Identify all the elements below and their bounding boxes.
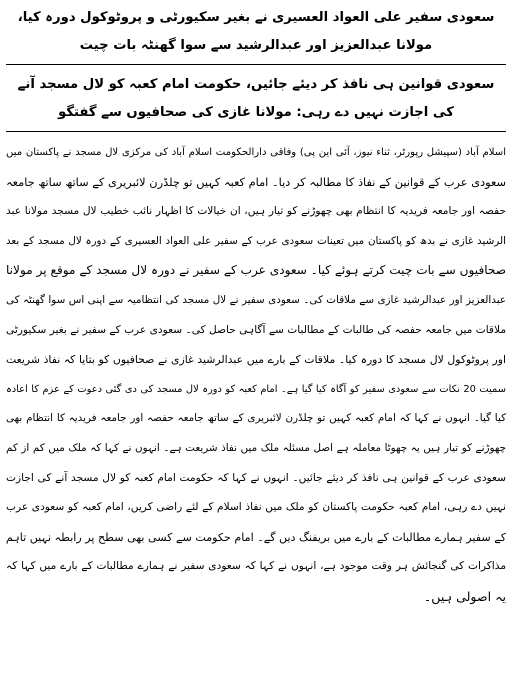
body-line: اور پروٹوکول لال مسجد کا دورہ کیا۔ ملاقات کے بارے میں عبدالرشید غازی نے صحافیوں کو بتایا کہ نفاذ شریعت [6,353,506,367]
body-line: صحافیوں سے بات چیت کرتے ہوئے کیا۔ سعودی عرب کے سفیر نے دورہ لال مسجد کے موقع پر مولانا [6,263,506,278]
headline: سعودی سفیر علی العواد العسیری نے بغیر سکیورٹی و پروٹوکول دورہ کیا، مولانا عبدالعزیز اور عبدالرشید سے سوا گھنٹہ بات چیت [17,10,495,53]
headline-divider [6,64,506,65]
body-line: چھوڑنے کو تیار ہیں یہ چھوٹا معاملہ ہے اصل مسئلہ ملک میں نفاذ شریعت ہے۔ انہوں نے کہا کہ ملک میں کم از کم [6,441,506,454]
body-line: سعودی عرب کے قوانین ہی نافذ کر دیئے جائیں۔ انہوں نے کہا کہ حکومت امام کعبہ کو لال مسجد آنے کی اجازت [6,471,506,484]
body-line: مذاکرات کی گنجائش ہر وقت موجود ہے، انہوں نے کہا کہ سعودی سفیر نے ہمارے مطالبات کے بارے میں کہا کہ [6,560,506,573]
news-clipping [6,4,506,612]
body-line: کے سفیر ہمارے مطالبات کے بارے میں بریفنگ دیں گے۔ امام حکومت سے کسی بھی سطح پر رابطہ نہیں تاہم [5,530,506,544]
body-line: حفصہ اور جامعہ فریدیہ کا انتظام بھی چھوڑنے کو تیار ہیں، ان خیالات کا اظہار نائب خطیب لال مسجد مولانا عبد [6,205,506,218]
body-line: عبدالعزیز اور عبدالرشید غازی سے ملاقات کی۔ سعودی سفیر نے لال مسجد کی انتظامیہ سے اپنی اس سوا گھنٹہ کی [6,293,506,306]
body-line: ملاقات میں جامعہ حفصہ کی طالبات کے مطالبات سے آگاہی حاصل کی۔ سعودی عرب کے سفیر نے بغیر سکیورٹی [6,323,506,336]
subheadline-divider [6,131,506,132]
body-line: اسلام آباد (سپیشل رپورٹر، ثناء نیوز، آئی این پی) وفاقی دارالحکومت اسلام آباد کی مرکزی لال مسجد نے پاکستان میں [6,147,506,158]
body-line: سعودی عرب کے قوانین کے نفاذ کا مطالبہ کر دیا۔ امام کعبہ کہیں تو چلڈرن لائبریری کے ساتھ ساتھ جامعہ [6,174,506,189]
body-line: الرشید غازی نے بدھ کو پاکستان میں تعینات سعودی عرب کے سفیر علی العواد العسیری کے دورہ لال مسجد کے بعد [6,234,506,247]
body-line: سمیت 20 نکات سے سعودی سفیر کو آگاہ کیا گیا ہے۔ امام کعبہ کو دورہ لال مسجد کی دی گئی دعوت کے عزم کا اعادہ [6,383,506,395]
subheadline: سعودی قوانین ہی نافذ کر دیئے جائیں، حکومت امام کعبہ کو لال مسجد آنے کی اجازت نہیں دے رہی: مولانا غازی کی صحافیوں سے گفتگو [17,77,495,120]
body-line: کیا گیا۔ انہوں نے کہا کہ امام کعبہ کہیں تو چلڈرن لائبریری کے ساتھ جامعہ حفصہ اور جامعہ فریدیہ کا انتظام بھی [6,412,506,425]
body-line: یہ اصولی ہیں۔ [423,588,506,604]
body-line: نہیں دے رہی، امام کعبہ حکومت پاکستان کو ملک میں نفاذ اسلام کے لئے راضی کریں، امام کعبہ کو سعودی عرب [6,501,506,514]
article-body [6,138,506,612]
